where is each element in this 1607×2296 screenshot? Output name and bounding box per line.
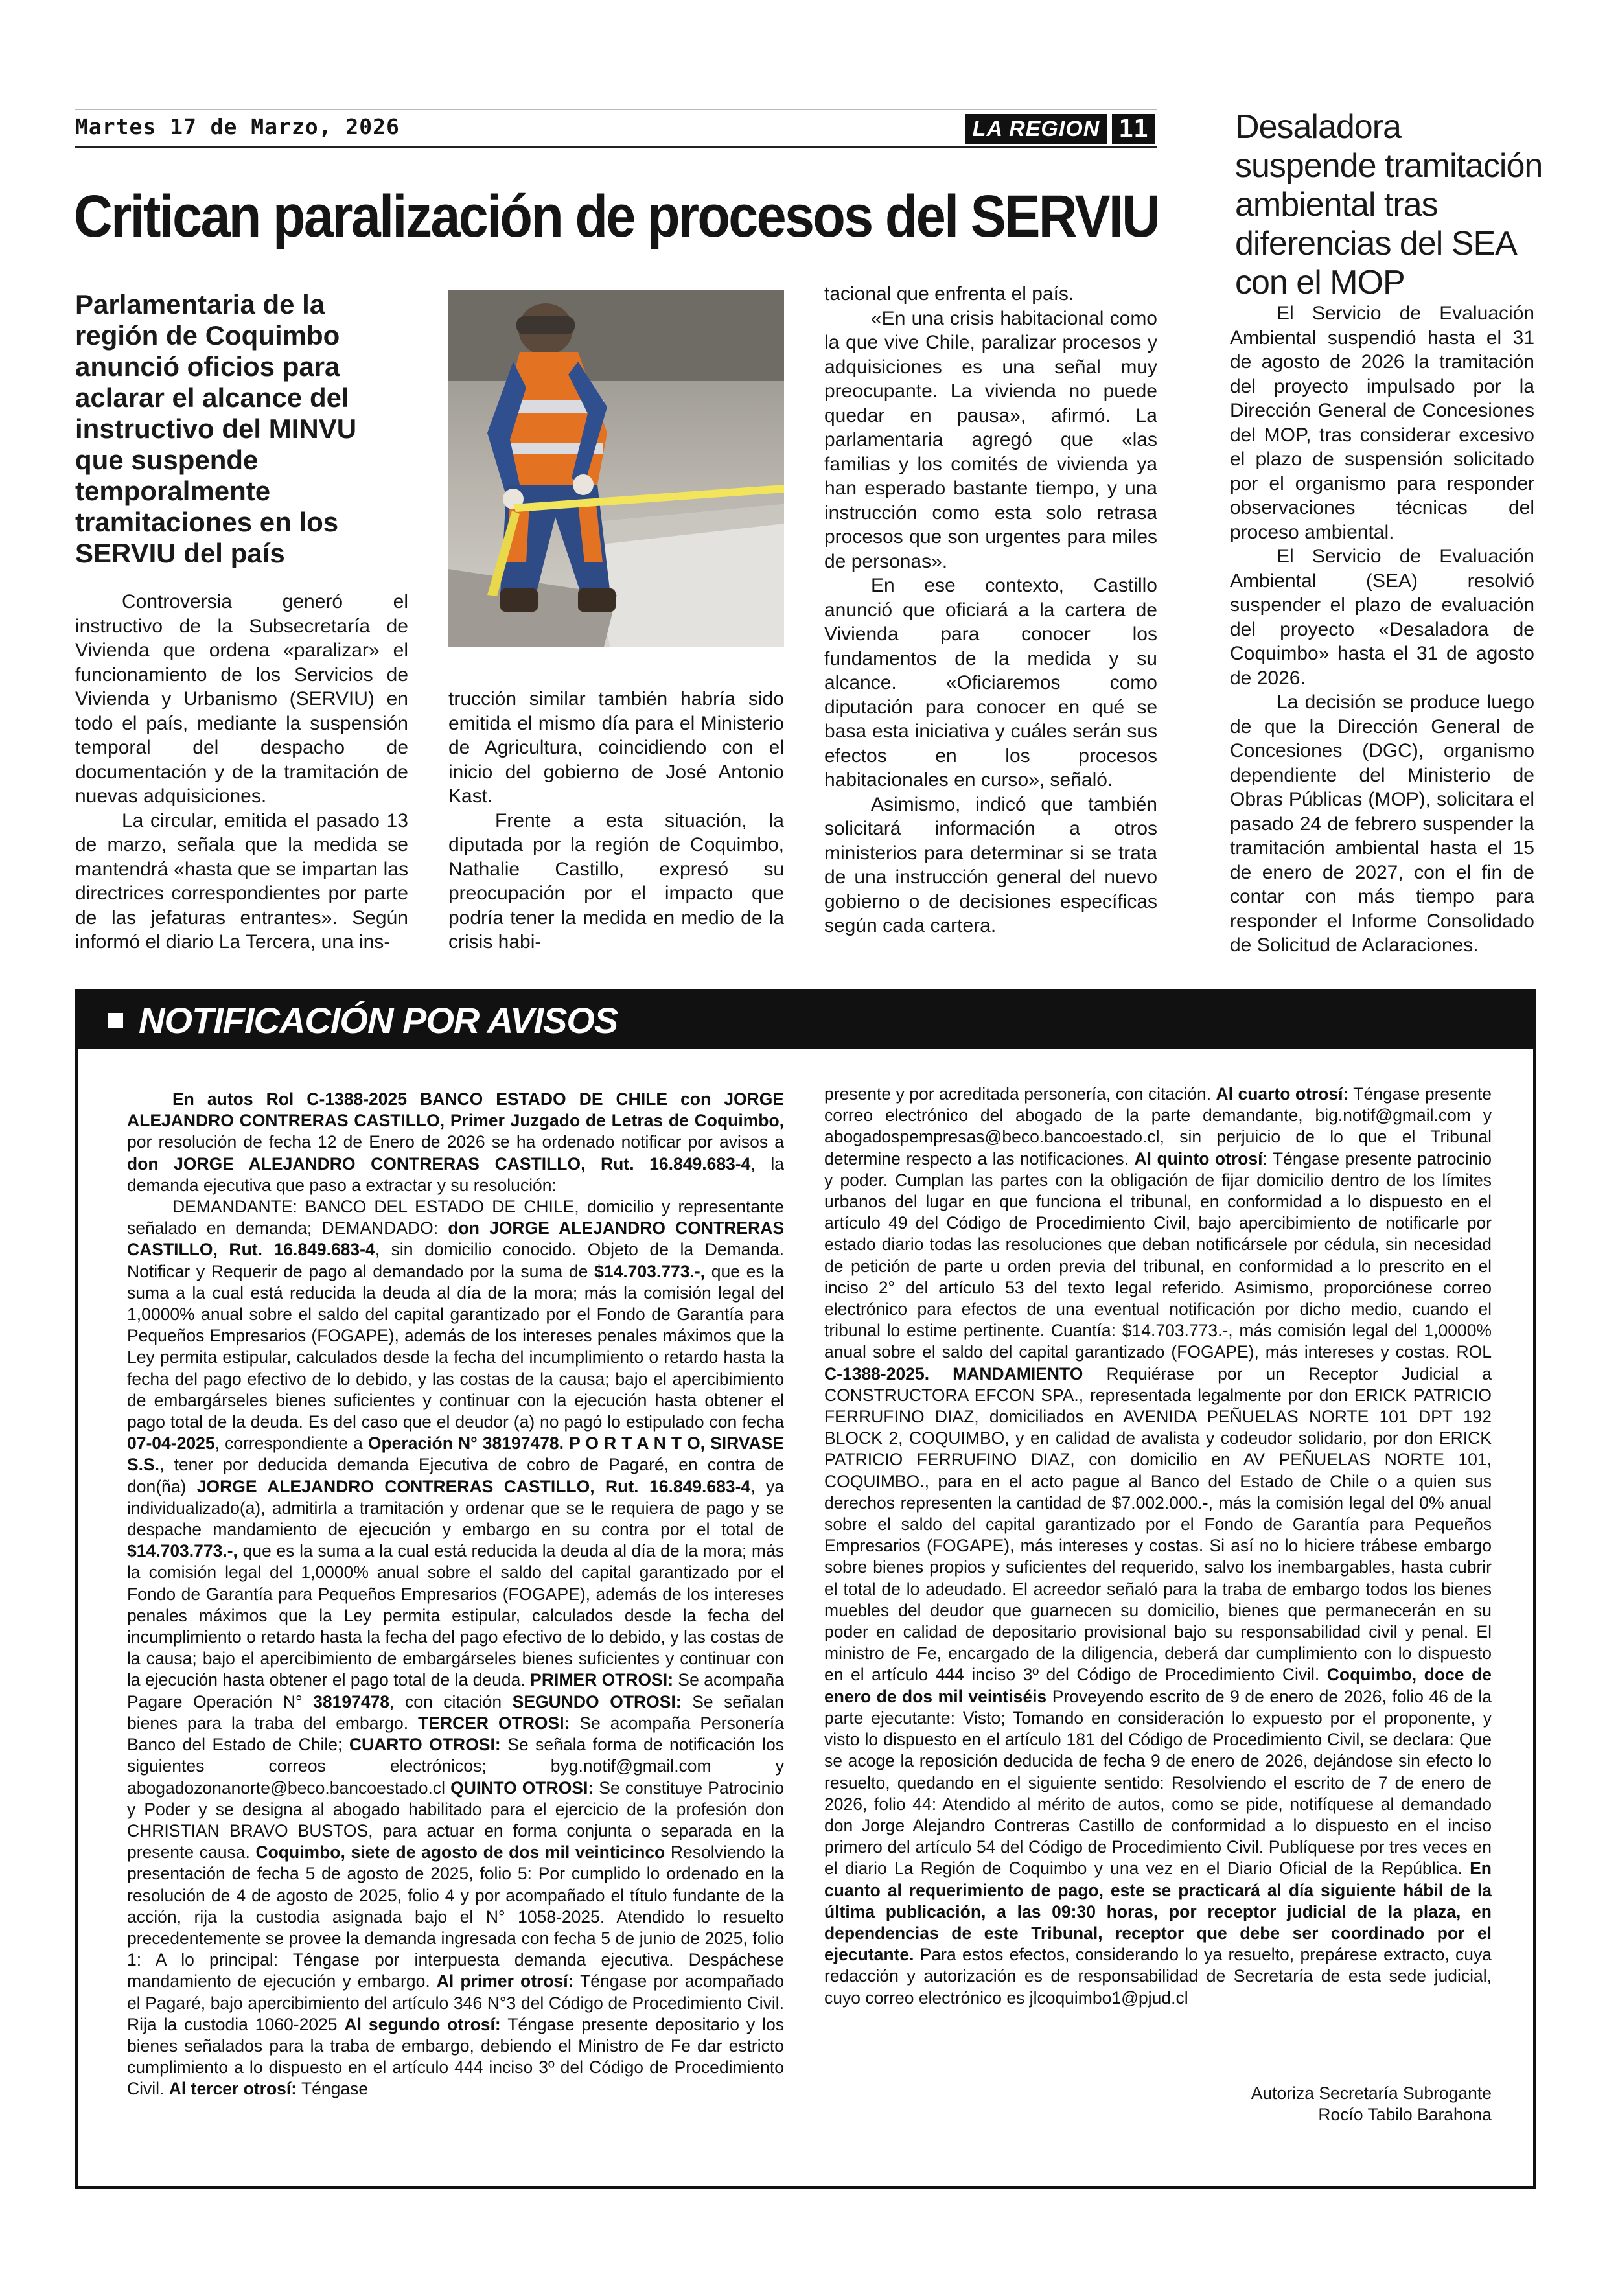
main-headline: Critican paralización de procesos del SERVIU [74,183,1159,249]
notice-title-text: NOTIFICACIÓN POR AVISOS [139,1000,618,1041]
construction-worker-image [448,290,784,647]
notice-text: presente y por acreditada personería, con citación. [824,1084,1216,1104]
notice-column-right [824,1084,1492,2009]
side-article-body [1230,301,1534,958]
signature-role: Autoriza Secretaría Subrogante [1251,2083,1492,2103]
article-kicker: Parlamentaria de la región de Coquimbo anunció oficios para aclarar el alcance del instructivo del MINVU que suspende temporalmente tramitaciones en los SERVIU del país [75,289,357,568]
notice-payment-requirement: En cuanto al requerimiento de pago, este se practicará al día siguiente hábil de la última publicación, a las 09:30 horas, por receptor judicial de la plaza, en dependencias de este Tribunal, receptor que debe ser coordinado por el ejecutante. [824,1859,1492,1965]
side-paragraph: El Servicio de Evaluación Ambiental suspendió hasta el 31 de agosto de 2026 la tramitación del proyecto impulsado por la Dirección General de Concesiones del MOP, tras considerar excesivo el plazo de suspensión solicitado por el organismo para responder observaciones técnicas del proceso ambiental. [1230,303,1534,543]
article-column-3 [824,282,1157,938]
newspaper-logo: LA REGION [965,114,1107,144]
notice-text: Se acompaña Personería Banco del Estado de Chile; [127,1713,784,1755]
notice-text: Se señalan bienes para la traba del embargo. [127,1691,785,1733]
notice-otrosi: Al quinto otrosí [1134,1148,1263,1168]
notice-operation: 38197478 [313,1691,390,1711]
article-column-2 [448,687,784,955]
notice-text: por resolución de fecha 12 de Enero de 2026 se ha ordenado notificar por avisos a [127,1132,784,1152]
article-paragraph: La circular, emitida el pasado 13 de marzo, señala que la medida se mantendrá «hasta que se impartan las directrices correspondientes por parte de las jefaturas entrantes». Según informó el diario La Tercera, una ins- [75,809,408,953]
notice-otrosi: QUINTO OTROSI: [450,1778,594,1798]
notice-otrosi: Al tercer otrosí: [168,2079,297,2099]
notice-resolution-date: Coquimbo, siete de agosto de dos mil veinticinco [255,1842,665,1862]
signature-name: Rocío Tabilo Barahona [1318,2105,1492,2125]
notice-operation: Operación N° 38197478. P O R T A N T O, SIRVASE S.S. [127,1433,784,1475]
notice-text: Proveyendo escrito de 9 de enero de 2026, folio 46 de la parte ejecutante: Visto; Tomando en consideración lo expuesto por el proponente, y visto lo dispuesto en el artículo 181 del Código de Procedimiento Civil, se declara: Que se acoge la reposición deducida de fecha 9 de enero de 2026, dejándose sin efecto lo resuelto, quedando en el siguiente sentido: Resolviendo el escrito de 7 de enero de 2026, folio 44: Atendido al mérito de autos, como se pide, notifíquese al demandado don Jorge Alejandro Contreras Castillo de conformidad a lo dispuesto en el inciso primero del artículo 54 del Código de Procedimiento Civil. Publíquese por tres veces en el diario La Región de Coquimbo y una vez en el Diario Oficial de la República. [824,1686,1492,1879]
notice-text: DEMANDANTE: BANCO DEL ESTADO DE CHILE, domicilio y representante señalado en demanda; DEMANDADO: [127,1197,784,1238]
notice-text: Téngase [297,2079,369,2099]
article-paragraph: tacional que enfrenta el país. [824,283,1074,305]
notice-text: : Téngase presente patrocinio y poder. Cumplan las partes con la obligación de fijar domicilio dentro de los límites urbanos del lugar en que funciona el tribunal, en conformidad a lo dispuesto en el artículo 49 del Código de Procedimiento Civil, bajo apercibimiento de notificarle por estado diario todas las resoluciones que deban notificársele por cédula, sin necesidad de petición de parte u orden previa del tribunal, en conformidad a lo prescrito en el inciso 2° del artículo 53 del texto legal referido. Asimismo, proporciónese correo electrónico para efectos de una eventual notificación por dicho medio, cuando el tribunal lo estime pertinente. Cuantía: $14.703.773.-, más comisión legal del 1,0000% anual sobre el saldo del capital garantizado (FOGAPE), más intereses y costas. ROL [824,1148,1492,1362]
notice-text: Resolviendo la presentación de fecha 5 de agosto de 2025, folio 5: Por cumplido lo ordenado en la resolución de 4 de agosto de 2025, folio 4 y por acompañado el título fundante de la acción, rija la custodia asignada bajo el N° 1058-2025. Atendido lo resuelto precedentemente se provee la demanda ingresada con fecha 5 de junio de 2025, folio 1: A lo principal: Téngase por interpuesta demanda ejecutiva. Despáchese mandamiento de ejecución y embargo. [127,1842,784,1991]
notice-paragraph [127,1196,784,2100]
notice-text: Requiérase por un Receptor Judicial a CONSTRUCTORA EFCON SPA., representada legalmente por don ERICK PATRICIO FERRUFINO DIAZ, domiciliados en AVENIDA PEÑUELAS NORTE 101 DPT 192 BLOCK 2, COQUIMBO, y en calidad de avalista y codeudor solidario, por don ERICK PATRICIO FERRUFINO DIAZ, con domicilio en AV PEÑUELAS NORTE 101, COQUIMBO., para en el acto pague al Banco del Estado de Chile o a quien sus derechos representen la cantidad de $7.002.000.-, más la comisión legal del 0% anual sobre el saldo del capital garantizado por el Fondo de Garantía para Pequeños Empresarios (FOGAPE), más intereses y costas. Si así no lo hiciere trábese embargo sobre bienes propios y suficientes del requerido, salvo los inembargables, hasta cubrir el total de lo adeudado. El acreedor señaló para la traba de embargo todos los bienes muebles del deudor que guarnecen su domicilio, bienes que permanecerán en su poder en calidad de depositario provisional bajo su responsabilidad civil y penal. El ministro de Fe, encargado de la diligencia, deberá dar cumplimiento con lo dispuesto en el artículo 444 inciso 3º del Código de Procedimiento Civil. [824,1363,1492,1685]
notice-text: , la demanda ejecutiva que paso a extractar y su resolución: [127,1154,784,1195]
side-headline: Desaladora suspende tramitación ambiental tras diferencias del SEA con el MOP [1235,108,1543,301]
article-column-1 [75,590,408,955]
notice-column-left [127,1089,784,2100]
side-paragraph: La decisión se produce luego de que la Dirección General de Concesiones (DGC), organismo dependiente del Ministerio de Obras Públicas (MOP), solicitara el pasado 24 de febrero suspender la tramitación ambiental hasta el 15 de enero de 2027, con el fin de contar con más tiempo para responder el Informe Consolidado de Solicitud de Aclaraciones. [1230,691,1534,956]
notice-otrosi: Al primer otrosí: [436,1971,574,1991]
notice-text: Se acompaña Pagare Operación N° [127,1670,784,1711]
header-rule [75,146,1157,148]
notice-paragraph [824,1084,1492,2009]
notice-text: que es la suma a la cual está reducida la deuda al día de la mora; más la comisión legal del 1,0000% anual sobre el saldo del capital garantizado por el Fondo de Garantía para Pequeños Empresarios (FOGAPE), además de los intereses penales máximos que la Ley permita estipular, calculados desde la fecha del incumplimiento o retardo hasta la fecha del pago efectivo de lo debido, y las costas de la causa; bajo el apercibimiento de embargárseles bienes suficientes y continuar con la ejecución hasta obtener el pago total de la deuda. [127,1541,784,1690]
notice-text: , tener por deducida demanda Ejecutiva de cobro de Pagaré, en contra de don(ña) [127,1455,784,1496]
notice-otrosi: SEGUNDO OTROSI: [512,1691,682,1711]
notice-case-heading: En autos Rol C-1388-2025 BANCO ESTADO DE CHILE con JORGE ALEJANDRO CONTRERAS CASTILLO, Primer Juzgado de Letras de Coquimbo, [127,1089,784,1131]
notice-text: Téngase presente correo electrónico del abogado de la parte demandante, big.notif@gmail.com y abogadospempresas@beco.bancoestado.cl, sin perjuicio de lo que el Tribunal determine respecto a las notificaciones. [824,1084,1492,1168]
article-paragraph: En ese contexto, Castillo anunció que oficiará a la cartera de Vivienda para conocer los fundamentos de la medida y su alcance. «Oficiaremos como diputación para conocer en qué se basa esta iniciativa y cuáles serán sus efectos en los procesos habitacionales en curso», señaló. [824,575,1157,791]
notice-otrosi: TERCER OTROSI: [418,1713,570,1733]
notice-defendant: JORGE ALEJANDRO CONTRERAS CASTILLO, Rut. 16.849.683-4 [196,1476,751,1496]
notice-otrosi: CUARTO OTROSI: [349,1735,501,1755]
notice-resolution-date: Coquimbo, doce de enero de dos mil veintiséis [824,1665,1492,1706]
notice-text: que es la suma a la cual está reducida la deuda al día de la mora; más la comisión legal del 1,0000% anual sobre el saldo del capital garantizado por el Fondo de Garantía para Pequeños Empresarios (FOGAPE), además de los intereses penales máximos que la Ley permita estipular, calculados desde la fecha del incumplimiento o retardo hasta la fecha del pago efectivo de lo debido, y las costas de la causa; bajo el apercibimiento de embargárseles bienes suficientes y continuar con la ejecución hasta obtener el pago total de la deuda. Es del caso que el deudor (a) no pagó lo estipulado con fecha [127,1261,784,1432]
page-number: 11 [1112,114,1155,144]
article-paragraph: Asimismo, indicó que también solicitará información a otros ministerios para determinar si se trata de una instrucción general del nuevo gobierno o de decisiones específicas según cada cartera. [824,793,1157,936]
notice-otrosi: Al segundo otrosí: [344,2014,501,2034]
notice-text: , con citación [389,1691,513,1711]
notice-text: Se constituye Patrocinio y Poder y se designa al abogado habilitado para el ejercicio de la profesión don CHRISTIAN BRAVO BUSTOS, para actuar en forma conjunta o separada en la presente causa. [127,1778,784,1862]
notice-text: , ya individualizado(a), admitirla a tramitación y ordenar que se le requiera de pago y se despache mandamiento de ejecución y embargo en su contra por el total de [127,1476,785,1540]
notice-title [95,999,618,1041]
notice-otrosi: PRIMER OTROSI: [530,1670,674,1690]
notice-text: Téngase presente depositario y los bienes señalados para la traba de embargo, debiendo el Ministro de Fe dar estricto cumplimiento a lo dispuesto en el artículo 444 inciso 3º del Código de Procedimiento Civil. [127,2014,784,2099]
notice-text: , correspondiente a [214,1433,368,1454]
notice-signature [1037,2083,1492,2126]
article-paragraph: Controversia generó el instructivo de la Subsecretaría de Vivienda que ordena «paralizar» el funcionamiento de los Servicios de Vivienda y Urbanismo (SERVIU) en todo el país, mediante la suspensión temporal del despacho de documentación y de la tramitación de nuevas adquisiciones. [75,591,408,807]
notice-defendant: don JORGE ALEJANDRO CONTRERAS CASTILLO, Rut. 16.849.683-4 [127,1154,751,1174]
notice-amount: $14.703.773.-, [127,1541,238,1561]
notice-text: , sin domicilio conocido. Objeto de la Demanda. Notificar y Requerir de pago al demandado por la suma de [127,1240,784,1281]
notice-text: Para estos efectos, considerando lo ya resuelto, prepárese extracto, cuya redacción y autorización es de responsabilidad de Secretaría de esta sede judicial, cuyo correo electrónico es jlcoquimbo1@pjud.cl [824,1945,1492,2008]
square-bullet-icon [108,1013,123,1028]
notice-text: Téngase por acompañado el Pagaré, bajo apercibimiento del artículo 346 N°3 del Código de Procedimiento Civil. Rija la custodia 1060-2025 [127,1971,784,2034]
article-paragraph: Frente a esta situación, la diputada por la región de Coquimbo, Nathalie Castillo, expresó su preocupación por el impacto que podría tener la medida en medio de la crisis habi- [448,809,784,953]
notice-amount: $14.703.773.-, [594,1261,706,1281]
notice-otrosi: Al cuarto otrosí: [1216,1084,1349,1104]
notice-defendant: don JORGE ALEJANDRO CONTRERAS CASTILLO, Rut. 16.849.683-4 [127,1218,785,1260]
header-top-rule [75,109,1157,110]
worker-photo [448,290,784,647]
legal-notice-header [75,989,1536,1049]
side-paragraph: El Servicio de Evaluación Ambiental (SEA) resolvió suspender el plazo de evaluación del proyecto «Desaladora de Coquimbo» hasta el 31 de agosto de 2026. [1230,546,1534,689]
notice-paragraph [127,1089,784,1196]
article-paragraph: «En una crisis habitacional como la que vive Chile, paralizar procesos y adquisiciones es una señal muy preocupante. La vivienda no puede quedar en pausa», afirmó. La parlamentaria agregó que «las familias y los comités de vivienda ya han esperado bastante tiempo, y una instrucción como esta solo retrasa procesos que son urgentes para miles de personas». [824,307,1157,572]
notice-mandamiento: C-1388-2025. MANDAMIENTO [824,1363,1083,1384]
article-paragraph: trucción similar también habría sido emitida el mismo día para el Ministerio de Agricultura, coincidiendo con el inicio del gobierno de José Antonio Kast. [448,688,784,807]
notice-date: 07-04-2025 [127,1433,215,1454]
notice-text: Se señala forma de notificación los siguientes correos electrónicos; byg.notif@gmail.com y abogadozonanorte@beco.bancoestado.cl [127,1735,784,1798]
issue-date: Martes 17 de Marzo, 2026 [75,114,400,139]
